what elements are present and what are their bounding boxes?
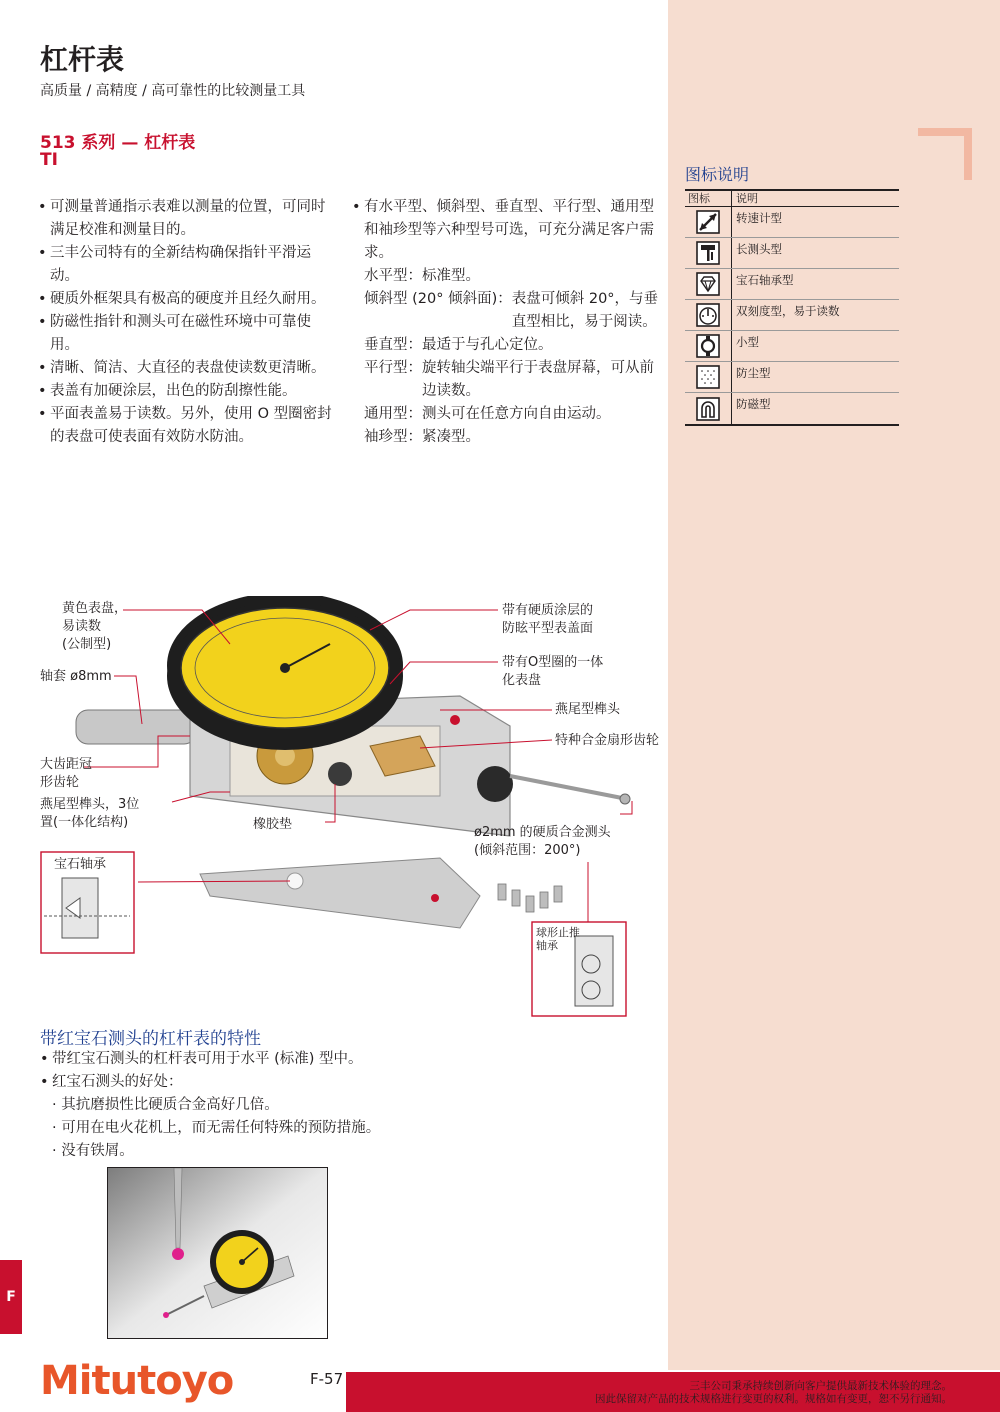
feature-item: • 三丰公司特有的全新结构确保指针平滑运动。: [38, 242, 338, 288]
ruby-stylus-photo: [107, 1167, 328, 1339]
mitutoyo-logo: Mitutoyo: [40, 1358, 234, 1404]
legend-row: [685, 331, 899, 362]
ruby-subitem: · 没有铁屑。: [40, 1140, 380, 1163]
type-row: [352, 403, 662, 426]
ruby-indicator-image: [108, 1168, 328, 1339]
feature-list-left: [38, 196, 338, 449]
legend-row: [685, 207, 899, 238]
feature-item: • 防磁性指针和测头可在磁性环境中可靠使用。: [38, 311, 338, 357]
type-label: 袖珍型：: [364, 429, 422, 445]
legend-col-desc: 说明: [736, 192, 758, 205]
cutaway-illustration: [40, 596, 670, 1026]
callout-jewel-bearing: 宝石轴承: [54, 857, 107, 872]
ruby-item: • 带红宝石测头的杠杆表可用于水平 (标准) 型中。: [40, 1048, 380, 1071]
footer-notice-line: 三丰公司秉承持续创新向客户提供最新技术体验的理念。: [689, 1380, 952, 1392]
feature-item: • 有水平型、倾斜型、垂直型、平行型、通用型和袖珍型等六种型号可选，可充分满足客户需求。: [352, 196, 662, 265]
anti-magnetic-icon: [696, 397, 720, 421]
legend-row: [685, 393, 899, 424]
type-text: 表盘可倾斜 20°，与垂直型相比，易于阅读。: [511, 291, 659, 330]
legend-row: [685, 238, 899, 269]
legend-desc: 防尘型: [736, 366, 771, 380]
legend-desc: 小型: [736, 335, 759, 349]
type-label: 垂直型：: [364, 337, 422, 353]
section-tab: F: [0, 1260, 22, 1334]
type-text: 标准型。: [422, 268, 480, 284]
legend-col-icon: 图标: [685, 191, 732, 206]
jewel-bearing-icon: [696, 272, 720, 296]
feature-item: • 平面表盖易于读数。另外，使用 O 型圈密封的表盘可使表面有效防水防油。: [38, 403, 338, 449]
ruby-feature-list: [40, 1048, 380, 1163]
footer-notice: [595, 1380, 952, 1406]
type-row: [352, 334, 662, 357]
page-title: 杠杆表: [40, 43, 125, 76]
ruby-subitem: · 可用在电火花机上，而无需任何特殊的预防措施。: [40, 1117, 380, 1140]
legend-row: [685, 269, 899, 300]
type-label: 通用型：: [364, 406, 422, 422]
legend-desc: 转速计型: [736, 211, 782, 225]
feature-item: • 可测量普通指示表难以测量的位置，可同时满足校准和测量目的。: [38, 196, 338, 242]
type-row: [352, 357, 662, 403]
legend-desc: 长测头型: [736, 242, 782, 256]
legend-header: [685, 191, 899, 207]
callout-rubber: 橡胶垫: [253, 817, 293, 832]
corner-bracket-decoration: [918, 128, 972, 180]
page-number: F-57: [310, 1370, 344, 1388]
type-label: 平行型：: [364, 360, 422, 376]
legend-desc: 双刻度型，易于读数: [736, 304, 840, 318]
callout-dovetail-3pos: 燕尾型榫头，3位 置(一体化结构): [40, 797, 140, 830]
type-row: [352, 426, 662, 449]
dual-scale-icon: [696, 303, 720, 327]
type-text: 最适于与孔心定位。: [422, 337, 553, 353]
series-subheading: TI: [40, 150, 58, 170]
callout-crown-gear: 大齿距冠 形齿轮: [40, 757, 93, 790]
long-stylus-icon: [696, 241, 720, 265]
ruby-section-title: 带红宝石测头的杠杆表的特性: [40, 1029, 261, 1049]
callout-o-ring: 带有O型圈的一体 化表盘: [502, 655, 604, 688]
callout-dovetail: 燕尾型榫头: [555, 702, 621, 717]
legend-row: [685, 300, 899, 331]
callout-glass: 带有硬质涂层的 防眩平型表盖面: [502, 603, 594, 636]
dustproof-icon: [696, 365, 720, 389]
callout-stem: 轴套 ø8mm: [40, 669, 112, 684]
legend-row: [685, 362, 899, 393]
feature-item: • 硬质外框架具有极高的硬度并且经久耐用。: [38, 288, 338, 311]
feature-item: • 清晰、简洁、大直径的表盘使读数更清晰。: [38, 357, 338, 380]
legend-desc: 防磁型: [736, 397, 771, 411]
footer-notice-line: 因此保留对产品的技术规格进行变更的权利。规格如有变更，恕不另行通知。: [595, 1393, 952, 1405]
feature-item: • 表盖有加硬涂层，出色的防刮擦性能。: [38, 380, 338, 403]
small-type-icon: [696, 334, 720, 358]
callout-sector-gear: 特种合金扇形齿轮: [555, 733, 660, 748]
series-heading: 513 系列 — 杠杆表: [40, 133, 196, 153]
page-subtitle: 高质量 / 高精度 / 高可靠性的比较测量工具: [40, 83, 306, 99]
type-label: 倾斜型 (20° 倾斜面)：: [364, 291, 512, 307]
ruby-subitem: · 其抗磨损性比硬质合金高好几倍。: [40, 1094, 380, 1117]
type-row: [352, 265, 662, 288]
legend-table: [685, 189, 899, 426]
callout-ball-bearing: 球形止推 轴承: [536, 926, 580, 952]
type-text: 旋转轴尖端平行于表盘屏幕，可从前边读数。: [422, 360, 654, 399]
revolution-counter-icon: [696, 210, 720, 234]
ruby-item: • 红宝石测头的好处：: [40, 1071, 380, 1094]
callout-contact-point: ø2mm 的硬质合金测头 (倾斜范围：200°): [474, 825, 611, 858]
legend-desc: 宝石轴承型: [736, 273, 794, 287]
type-row: [352, 288, 662, 334]
callout-yellow-dial: 黄色表盘， 易读数 (公制型): [62, 601, 128, 652]
type-label: 水平型：: [364, 268, 422, 284]
type-text: 紧凑型。: [422, 429, 480, 445]
feature-list-right: [352, 196, 662, 449]
type-text: 测头可在任意方向自由运动。: [422, 406, 611, 422]
footer-bar: [346, 1372, 1000, 1412]
legend-title: 图标说明: [685, 165, 750, 184]
